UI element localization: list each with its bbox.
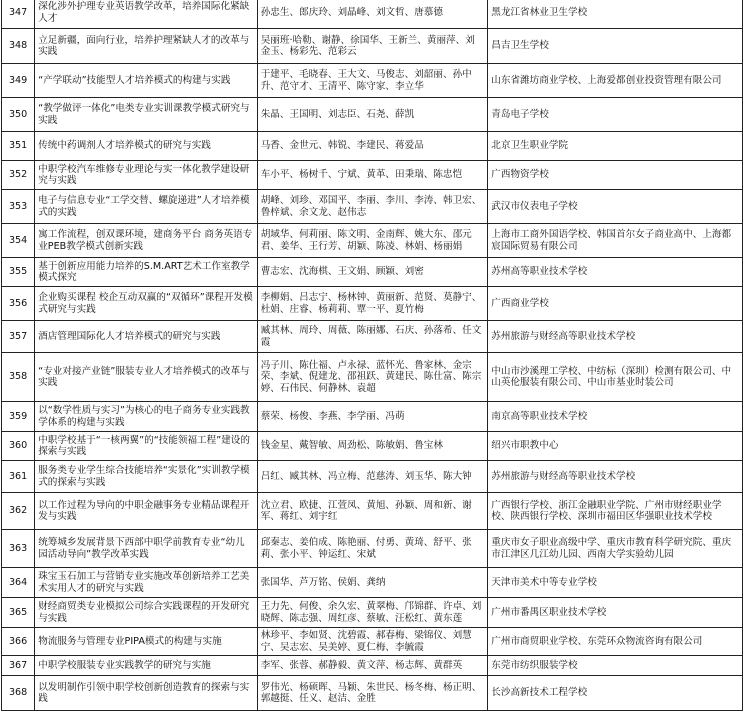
project-number-cell: 350	[2, 98, 35, 132]
project-organization-cell: 昌吉卫生学校	[488, 29, 743, 64]
project-title-cell: 中职学校服装专业实践教学的研究与实施	[35, 656, 258, 676]
table-row	[2, 432, 743, 461]
table-row	[2, 402, 743, 432]
project-organization-cell: 广西商业学校	[488, 287, 743, 321]
project-organization-cell: 绍兴市职教中心	[488, 432, 743, 461]
project-title-cell: 以“数学性质与实习”为核心的电子商务专业实践教学体系的构建与实践	[35, 402, 258, 432]
project-title-cell: 酒店管理国际化人才培养模式的研究与实践	[35, 321, 258, 353]
table-row	[2, 321, 743, 353]
project-organization-cell: 黑龙江省林业卫生学校	[488, 0, 743, 29]
project-number-cell: 353	[2, 190, 35, 224]
project-organization-cell: 上海市工商外国语学校、韩国首尔女子商业高中、上海都宸国际贸易有限公司	[488, 224, 743, 258]
project-organization-cell: 广西物资学校	[488, 161, 743, 190]
project-members-cell: 沈立君、欧捷、江萱凤、黄旭、孙颖、周和新、谢军、蒋红、刘宇红	[257, 493, 488, 530]
project-number-cell: 367	[2, 656, 35, 676]
project-title-cell: 中职学校汽车维修专业理论与实一体化教学建设研究与实践	[35, 161, 258, 190]
project-members-cell: 冯子川、陈仕福、卢永禄、蓝怀光、鲁家林、金宗荣、李斌、倪建龙、邵祖跃、黄建民、陈仕富、陈宗婷、石伟民、何静林、袁超	[257, 353, 488, 402]
table-row	[2, 676, 743, 711]
project-members-cell: 罗伟光、杨硕晖、马颖、朱世民、杨冬梅、杨正明、郭越挺、任义、赵洁、金胜	[257, 676, 488, 711]
project-number-cell: 349	[2, 64, 35, 98]
project-number-cell: 359	[2, 402, 35, 432]
table-row	[2, 628, 743, 656]
project-members-cell: 臧其林、周玲、周薇、陈丽娜、石庆、孙落希、任文霞	[257, 321, 488, 353]
project-members-cell: 李柳娟、吕志宁、杨林钟、黄丽新、范贤、莫静宁、杜娟、庄睿、杨莉莉、覃一平、夏竹梅	[257, 287, 488, 321]
project-number-cell: 368	[2, 676, 35, 711]
project-members-cell: 胡域华、何莉丽、陈文明、金南辉、姚大东、邵元君、姜华、王行芳、胡颖、陈凌、林娟、杨丽娟	[257, 224, 488, 258]
project-organization-cell: 南京高等职业技术学校	[488, 402, 743, 432]
table-row	[2, 493, 743, 530]
project-members-cell: 李军、张蓉、郝静毅、黄文萍、杨志辉、黄群英	[257, 656, 488, 676]
project-members-cell: 邱秦志、姜伯成、陈艳丽、付勇、黄琦、舒平、张莉、张小平、钟运红、宋斌	[257, 530, 488, 568]
project-organization-cell: 东莞市纺织服装学校	[488, 656, 743, 676]
project-members-cell: 孙忠生、郎庆玲、刘晶峰、刘文哲、唐慕德	[257, 0, 488, 29]
project-members-cell: 吴丽班·哈勒、谢静、徐国华、王新兰、黄丽萍、刘金玉、杨彩先、范彩云	[257, 29, 488, 64]
table-row	[2, 353, 743, 402]
project-organization-cell: 天津市美术中等专业学校	[488, 568, 743, 598]
project-organization-cell: 山东省潍坊商业学校、上海爱都创业投资管理有限公司	[488, 64, 743, 98]
project-organization-cell: 苏州旅游与财经高等职业技术学校	[488, 321, 743, 353]
project-title-cell: 立足新疆，面向行业，培养护理紧缺人才的改革与实践	[35, 29, 258, 64]
table-row	[2, 598, 743, 628]
project-number-cell: 352	[2, 161, 35, 190]
project-organization-cell: 广州市商贸职业学校、东莞环众物流咨询有限公司	[488, 628, 743, 656]
project-title-cell: 统筹城乡发展背景下西部中职学前教育专业“幼儿园活动导向”教学改革实践	[35, 530, 258, 568]
project-number-cell: 361	[2, 461, 35, 493]
project-members-cell: 蔡荣、杨俊、李燕、李学丽、冯萌	[257, 402, 488, 432]
project-number-cell: 363	[2, 530, 35, 568]
project-title-cell: 珠宝玉石加工与营销专业实施改革创新培养工艺美术实用人才的研究与实践	[35, 568, 258, 598]
project-title-cell: “教学做评一体化”电类专业实训课教学模式研究与实践	[35, 98, 258, 132]
project-title-cell: 服务类专业学生综合技能培养“实景化”实训教学模式的探索与实践	[35, 461, 258, 493]
project-members-cell: 胡峰、刘珍、邓国平、李丽、李川、李涛、韩卫宏、鲁梓斌、余文龙、赵伟志	[257, 190, 488, 224]
project-organization-cell: 武汉市仪表电子学校	[488, 190, 743, 224]
table-row	[2, 656, 743, 676]
project-title-cell: 物流服务与管理专业PIPA模式的构建与实施	[35, 628, 258, 656]
project-organization-cell: 青岛电子学校	[488, 98, 743, 132]
project-members-cell: 车小平、杨树千、宁斌、黄革、田秉瑞、陈忠恺	[257, 161, 488, 190]
project-title-cell: 电子与信息专业“工学交替、螺旋递进”人才培养模式的实践	[35, 190, 258, 224]
project-title-cell: 寓工作流程，创双课环境，建商务平台 商务英语专业PEB教学模式创新实践	[35, 224, 258, 258]
project-members-cell: 张国华、芦万铭、侯娟、龚纳	[257, 568, 488, 598]
project-title-cell: “产学联动”技能型人才培养模式的构建与实践	[35, 64, 258, 98]
project-title-cell: 财经商贸类专业模拟公司综合实践课程的开发研究与实践	[35, 598, 258, 628]
project-number-cell: 366	[2, 628, 35, 656]
project-number-cell: 357	[2, 321, 35, 353]
table-row	[2, 258, 743, 287]
project-number-cell: 355	[2, 258, 35, 287]
table-row	[2, 161, 743, 190]
table-row	[2, 132, 743, 161]
project-members-cell: 王力先、何俊、余久宏、黄翠梅、邝锦群、许卓、刘晓辉、陈志强、周红彦、蔡敏、汪松红、黄东莲	[257, 598, 488, 628]
table-row	[2, 461, 743, 493]
project-organization-cell: 长沙高新技术工程学校	[488, 676, 743, 711]
project-members-cell: 朱晶、王国明、刘志臣、石尧、薛凯	[257, 98, 488, 132]
table-row	[2, 98, 743, 132]
project-number-cell: 348	[2, 29, 35, 64]
project-members-cell: 于建平、毛晓春、王大文、马俊志、刘韶丽、孙中升、范守才、王清平、陈守家、李立华	[257, 64, 488, 98]
table-row	[2, 568, 743, 598]
project-organization-cell: 广州市番禺区职业技术学校	[488, 598, 743, 628]
project-title-cell: 以工作过程为导向的中职金融事务专业精品课程开发与实践	[35, 493, 258, 530]
project-number-cell: 358	[2, 353, 35, 402]
project-list-table	[1, 0, 743, 711]
project-members-cell: 钱金星、戴智敏、周劲松、陈敏娟、鲁宝林	[257, 432, 488, 461]
project-title-cell: 中职学校基于“一核两翼”的“技能领福工程”建设的探索与实践	[35, 432, 258, 461]
project-title-cell: 深化涉外护理专业英语教学改革，培养国际化紧缺人才	[35, 0, 258, 29]
project-members-cell: 曹志宏、沈海棋、王文娟、顾颖、刘密	[257, 258, 488, 287]
table-row	[2, 190, 743, 224]
project-members-cell: 林珍平、李如贤、沈碧霞、郝春梅、梁锦仪、刘慧宁、吴志宏、吴美婷、夏仁梅、李毓霞	[257, 628, 488, 656]
table-row	[2, 287, 743, 321]
table-row	[2, 29, 743, 64]
table-row	[2, 530, 743, 568]
project-title-cell: “专业对接产业链”服装专业人才培养模式的改革与实践	[35, 353, 258, 402]
project-organization-cell: 重庆市女子职业高级中学、重庆市教育科学研究院、重庆市江津区几江幼儿园、西南大学实验幼儿园	[488, 530, 743, 568]
project-title-cell: 基于创新应用能力培养的S.M.ART艺术工作室教学模式探究	[35, 258, 258, 287]
project-organization-cell: 苏州旅游与财经高等职业技术学校	[488, 461, 743, 493]
project-number-cell: 356	[2, 287, 35, 321]
project-title-cell: 传统中药调剂人才培养模式的研究与实践	[35, 132, 258, 161]
table-body	[2, 0, 743, 711]
project-title-cell: 企业购买课程 校企互动双赢的“双循环”课程开发模式研究与实践	[35, 287, 258, 321]
project-number-cell: 354	[2, 224, 35, 258]
project-organization-cell: 广西银行学校、浙江金融职业学院、广州市财经职业学校、陕西银行学校、深圳市福田区华强职业技术学校	[488, 493, 743, 530]
project-number-cell: 365	[2, 598, 35, 628]
project-number-cell: 364	[2, 568, 35, 598]
project-number-cell: 360	[2, 432, 35, 461]
project-title-cell: 以发明制作引领中职学校创新创造教育的探索与实践	[35, 676, 258, 711]
project-members-cell: 吕红、臧其林、冯立梅、范慈涛、刘玉华、陈大钟	[257, 461, 488, 493]
project-organization-cell: 中山市沙溪理工学校、中纺标（深圳）检测有限公司、中山英伦服装有限公司、中山市基业时装公司	[488, 353, 743, 402]
table-row	[2, 224, 743, 258]
table-row	[2, 0, 743, 29]
project-members-cell: 马香、金世元、韩锐、李建民、蒋爱品	[257, 132, 488, 161]
table-row	[2, 64, 743, 98]
project-number-cell: 347	[2, 0, 35, 29]
project-number-cell: 362	[2, 493, 35, 530]
project-organization-cell: 苏州高等职业技术学校	[488, 258, 743, 287]
project-organization-cell: 北京卫生职业学院	[488, 132, 743, 161]
project-number-cell: 351	[2, 132, 35, 161]
